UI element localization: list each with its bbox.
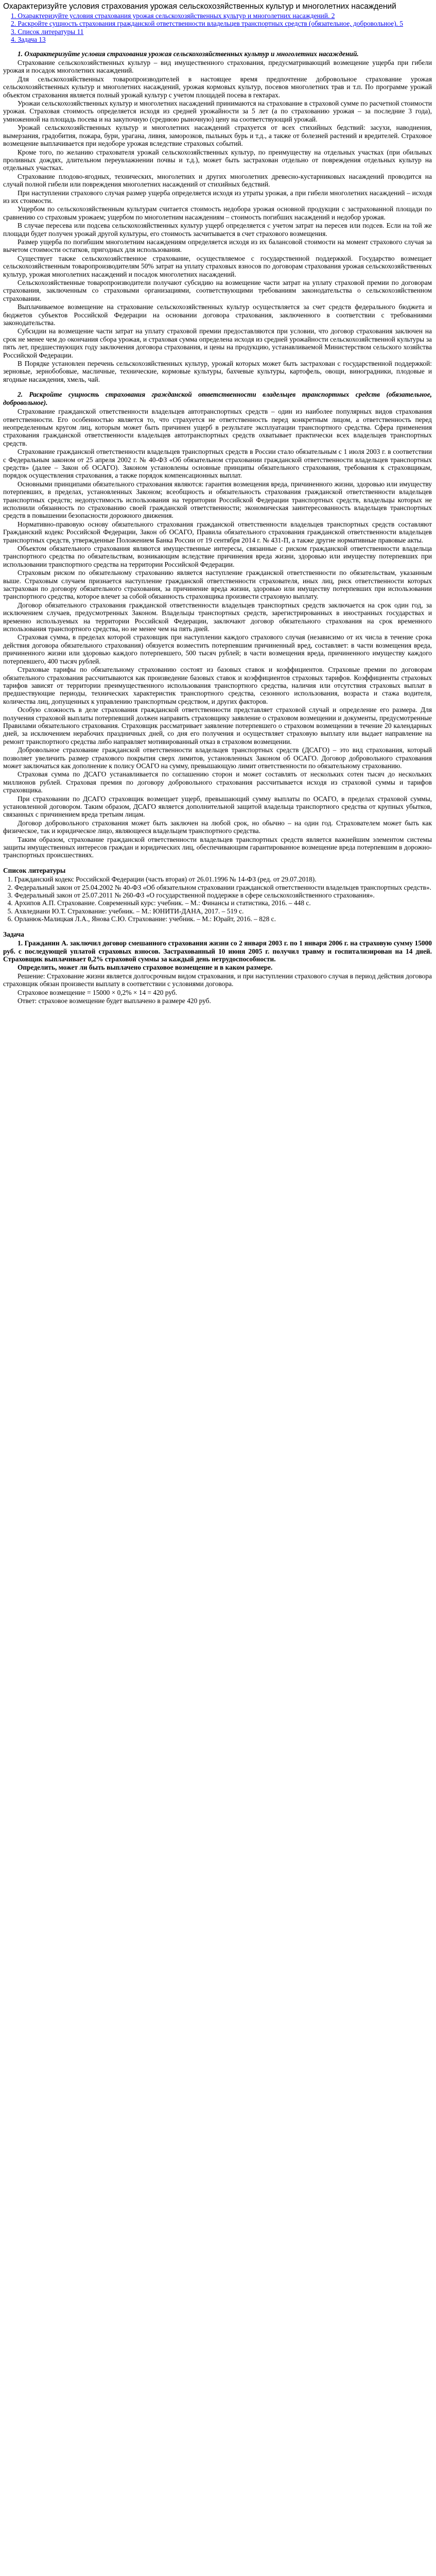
bibliography-list	[3, 875, 432, 923]
toc-link[interactable]: 2. Раскройте сущность страхования гражданской ответственности владельцев транспортных средств (обязательное, добровольное). 5	[11, 20, 404, 28]
paragraph: Выплачиваемое возмещение на страхование сельскохозяйственных культур осуществляется за счет средств федерального бюджета и бюджетов субъектов Российской Федерации на основании договора страхования, заключенного в соответствии с требованиями законодательства.	[3, 303, 432, 327]
paragraph: При страховании по ДСАГО страховщик возмещает ущерб, превышающий сумму выплаты по ОСАГО, в пределах страховой суммы, установленной договором. Таким образом, ДСАГО является дополнительной защитой владельца транспортного средства от крупных убытков, связанных с причинением вреда третьим лицам.	[3, 794, 432, 819]
paragraph: При наступлении страхового случая размер ущерба определяется исходя из утраты урожая, а при гибели многолетних насаждений – исходя из их стоимости.	[3, 189, 432, 205]
bibliography-item: 5. Ахвледиани Ю.Т. Страхование: учебник. – М.: ЮНИТИ-ДАНА, 2017. – 519 с.	[14, 907, 432, 915]
bibliography-title: Список литературы	[3, 866, 66, 874]
paragraph: Урожай сельскохозяйственных культур и многолетних насаждений страхуется от всех стихийных бедствий: засухи, наводнения, вымерзания, градобития, пожара, бури, урагана, ливня, заморозков, пыльных бурь и т.д., а также от болезней растений и вредителей. Страховое возмещение выплачивается при недоборе урожая вследствие страховых событий.	[3, 124, 432, 148]
paragraph: Договор обязательного страхования гражданской ответственности владельцев транспортных средств заключается на срок один год, за исключением случаев, предусмотренных Законом. Владельцы транспортных средств, зарегистрированных в иностранных государствах и временно используемых на территории Российской Федерации, заключают договор обязательного страхования на срок временного использования транспортного средства, но не менее чем на пять дней.	[3, 601, 432, 633]
toc-item[interactable]	[11, 36, 432, 43]
toc-item[interactable]	[11, 12, 432, 20]
paragraph: Договор добровольного страхования может быть заключен на любой срок, но обычно – на один год. Страхователем может быть как физическое, так и юридическое лицо, являющееся владельцем транспортного средства.	[3, 819, 432, 835]
document-page	[0, 0, 436, 1015]
bibliography-item: 4. Архипов А.П. Страхование. Современный курс: учебник. – М.: Финансы и статистика, 2016. – 448 с.	[14, 899, 432, 907]
table-of-contents	[3, 12, 432, 44]
paragraph: Особую сложность в деле страхования гражданской ответственности представляет страховой случай и определение его размера. Для получения страховой выплаты потерпевший должен направить страховщику заявление о страховом возмещении и документы, предусмотренные Правилами обязательного страхования. Страховщик рассматривает заявление потерпевшего о страховом возмещении в течение 20 календарных дней, за исключением нерабочих праздничных дней, со дня его получения и осуществляет страховую выплату или выдает направление на ремонт транспортного средства либо направляет мотивированный отказ в страховом возмещении.	[3, 706, 432, 745]
section-crop-insurance	[3, 50, 432, 384]
paragraph: Страховая сумма, в пределах которой страховщик при наступлении каждого страхового случая (независимо от их числа в течение срока действия договора обязательного страхования) обязуется возместить потерпевшим причиненный вред, составляет: в части возмещения вреда, причиненного жизни или здоровью каждого потерпевшего, 500 тысяч рублей; в части возмещения вреда, причиненного имуществу каждого потерпевшего, 400 тысяч рублей.	[3, 633, 432, 665]
bibliography-item: 3. Федеральный закон от 25.07.2011 № 260-ФЗ «О государственной поддержке в сфере сельскохозяйственного страхования».	[14, 891, 432, 899]
paragraph: Ущербом по сельскохозяйственным культурам считается стоимость недобора урожая основной продукции с застрахованной площади по сравнению со страховым урожаем; ущербом по многолетним насаждениям – стоимость погибших насаждений и недобор урожая.	[3, 205, 432, 221]
paragraph: Страхование гражданской ответственности владельцев транспортных средств в России стало обязательным с 1 июля 2003 г. в соответствии с Федеральным законом от 25 апреля 2002 г. № 40-ФЗ «Об обязательном страховании гражданской ответственности владельцев транспортных средств» (далее – Закон об ОСАГО). Законом установлены основные принципы обязательного страхования, требования к страховщикам, порядок осуществления страхования, а также порядок компенсационных выплат.	[3, 448, 432, 480]
paragraph: Объектом обязательного страхования являются имущественные интересы, связанные с риском гражданской ответственности владельца транспортного средства по обязательствам, возникающим вследствие причинения вреда жизни, здоровью или имуществу потерпевших при использовании транспортного средства на территории Российской Федерации.	[3, 545, 432, 568]
paragraph: Страховые тарифы по обязательному страхованию состоят из базовых ставок и коэффициентов. Страховые премии по договорам обязательного страхования рассчитываются как произведение базовых ставок и коэффициентов страховых тарифов. Коэффициенты страховых тарифов зависят от территории преимущественного использования транспортного средства, наличия или отсутствия страховых выплат в предшествующие периоды, технических характеристик транспортного средства, сезонного использования, возраста и стажа водителя, количества лиц, допущенных к управлению транспортным средством, и других факторов.	[3, 666, 432, 705]
section-liability-insurance	[3, 391, 432, 859]
paragraph: В Порядке установлен перечень сельскохозяйственных культур, урожай которых может быть застрахован с государственной поддержкой: зерновые, зернобобовые, масличные, технические, кормовые культуры, бахчевые культуры, картофель, овощи, виноградники, плодовые и ягодные насаждения, хмель, чай.	[3, 360, 432, 383]
section-task	[3, 930, 432, 1005]
toc-item[interactable]	[11, 28, 432, 36]
section-bibliography	[3, 867, 432, 923]
section-title: 2. Раскройте сущность страхования гражданской ответственности владельцев транспортных средств (обязательное, добровольное).	[3, 391, 432, 406]
paragraph: Страхование сельскохозяйственных культур – вид имущественного страхования, предусматривающий возмещение ущерба при гибели урожая и посадок многолетних насаждений.	[3, 59, 432, 75]
paragraph: Урожаи сельскохозяйственных культур и многолетних насаждений принимаются на страхование в страховой сумме по расчетной стоимости урожая. Страховая стоимость определяется исходя из средней урожайности за 5 лет (а по страхованию урожая – за последние 3 года), умноженной на площадь посева и на закупочную (среднюю рыночную) цену на соответствующий урожай.	[3, 99, 432, 123]
paragraph: Сельскохозяйственные товаропроизводители получают субсидию на возмещение части затрат на уплату страховой премии по договорам страхования, заключенным со страховыми организациями, соответствующими требованиям законодательства о сельскохозяйственном страховании.	[3, 279, 432, 302]
task-statement: 1. Гражданин А. заключил договор смешанного страхования жизни со 2 января 2003 г. по 1 января 2006 г. на страховую сумму 15000 руб. с последующей уплатой страховых взносов. Застрахованный 10 июня 2005 г. получил травму и госпитализирован на 14 дней. Страховщик выплачивает 0,2% страховой суммы за каждый день нетрудоспособности.	[3, 939, 432, 963]
task-title: Задача	[3, 930, 24, 938]
paragraph: Кроме того, по желанию страхователя урожай сельскохозяйственных культур, по преимуществу на отдельных участках (при обильных проливных дождях, длительном переувлажнении почвы и т.д.), может быть застрахован отдельно от повреждения отдельных культур на отдельных участках.	[3, 148, 432, 172]
bibliography-item: 2. Федеральный закон от 25.04.2002 № 40-ФЗ «Об обязательном страховании гражданской ответственности владельцев транспортных средств».	[14, 884, 432, 891]
paragraph: Страхование гражданской ответственности владельцев автотранспортных средств – один из наиболее популярных видов страхования ответственности. Его особенностью является то, что страхуется не ответственность перед конкретным лицом, а ответственность перед неопределенным кругом лиц, которым может быть причинен ущерб в результате эксплуатации транспортного средства. Сфера применения страхования гражданской ответственности владельцев автотранспортных средств охватывает практически всех владельцев транспортных средств.	[3, 408, 432, 447]
bibliography-item: 1. Гражданский кодекс Российской Федерации (часть вторая) от 26.01.1996 № 14-ФЗ (ред. от 29.07.2018).	[14, 875, 432, 883]
task-question: Определить, может ли быть выплачено страховое возмещение и в каком размере.	[18, 963, 273, 972]
paragraph: Существует также сельскохозяйственное страхование, осуществляемое с государственной поддержкой. Государство возмещает сельскохозяйственным товаропроизводителям 50% затрат на уплату страховых взносов по договорам страхования урожая сельскохозяйственных культур, урожая многолетних насаждений и посадок многолетних насаждений.	[3, 254, 432, 278]
document-title: Охарактеризуйте условия страхования урожая сельскохозяйственных культур и многолетних насаждений	[3, 2, 396, 11]
toc-link[interactable]: 3. Список литературы 11	[11, 27, 84, 36]
paragraph: В случае пересева или подсева сельскохозяйственных культур ущерб определяется с учетом затрат на пересев или подсев. Если на той же площади будет получен урожай другой культуры, его стоимость засчитывается в счет страхового возмещения.	[3, 222, 432, 238]
bibliography-item: 6. Орланюк-Малицкая Л.А., Янова С.Ю. Страхование: учебник. – М.: Юрайт, 2016. – 828 с.	[14, 915, 432, 923]
paragraph: Страхование плодово-ягодных, технических, многолетних и других многолетних древесно-кустарниковых насаждений проводится на случай полной гибели или повреждения многолетних насаждений от стихийных бедствий.	[3, 172, 432, 189]
paragraph: Таким образом, страхование гражданской ответственности владельцев транспортных средств является важнейшим элементом системы защиты имущественных интересов граждан и юридических лиц, обеспечивающим гарантированное возмещение вреда потерпевшим в дорожно-транспортных происшествиях.	[3, 835, 432, 859]
paragraph: Страховым риском по обязательному страхованию является наступление гражданской ответственности по обязательствам, указанным выше. Страховым случаем признается наступление гражданской ответственности страхователя, иных лиц, риск ответственности которых застрахован по договору обязательного страхования, за причинение вреда жизни, здоровью или имуществу потерпевших при использовании транспортного средства, которое влечет за собой обязанность страховщика произвести страховую выплату.	[3, 569, 432, 601]
toc-link[interactable]: 1. Охарактеризуйте условия страхования урожая сельскохозяйственных культур и многолетних насаждений. 2	[11, 12, 335, 20]
section-title: 1. Охарактеризуйте условия страхования урожая сельскохозяйственных культур и многолетних насаждений.	[18, 49, 359, 58]
toc-link[interactable]: 4. Задача 13	[11, 36, 46, 44]
paragraph: Субсидии на возмещение части затрат на уплату страховой премии предоставляются при условии, что договор страхования заключен на срок не менее чем до окончания сбора урожая, и страховая сумма определена исходя из средней урожайности сельскохозяйственной культуры за пять лет, предшествующих году заключения договора страхования, и цены на продукцию, устанавливаемой Министерством сельского хозяйства Российской Федерации.	[3, 327, 432, 359]
task-formula: Страховое возмещение = 15000 × 0,2% × 14 = 420 руб.	[18, 988, 178, 996]
paragraph: Для сельскохозяйственных товаропроизводителей в настоящее время предпочтение добровольное страхование урожая сельскохозяйственных культур и многолетних насаждений, урожая кормовых культур, посевов многолетних трав и т.п. По программе урожай объектом страхования является полный урожай культур с учетом площадей посева в гектарах.	[3, 75, 432, 99]
paragraph: Страховая сумма по ДСАГО устанавливается по соглашению сторон и может составлять от нескольких сотен тысяч до нескольких миллионов рублей. Страховая премия по договору добровольного страхования рассчитывается исходя из страховой суммы и тарифов страховщика.	[3, 770, 432, 794]
toc-item[interactable]	[11, 20, 432, 27]
paragraph: Основными принципами обязательного страхования являются: гарантия возмещения вреда, причиненного жизни, здоровью или имуществу потерпевших, в пределах, установленных Законом; всеобщность и обязательность страхования гражданской ответственности владельцев транспортных средств; недопустимость использования на территории Российской Федерации транспортных средств, владельцы которых не исполнили обязанность по страхованию своей гражданской ответственности; экономическая заинтересованность владельцев транспортных средств в повышении безопасности дорожного движения.	[3, 480, 432, 520]
paragraph: Нормативно-правовую основу обязательного страхования гражданской ответственности владельцев транспортных средств составляют Гражданский кодекс Российской Федерации, Закон об ОСАГО, Правила обязательного страхования гражданской ответственности владельцев транспортных средств, утвержденные Положением Банка России от 19 сентября 2014 г. № 431-П, а также другие нормативные правовые акты.	[3, 520, 432, 544]
paragraph: Добровольное страхование гражданской ответственности владельцев транспортных средств (ДСАГО) – это вид страхования, который позволяет увеличить размер страхового покрытия сверх лимитов, установленных Законом об ОСАГО. Договор добровольного страхования может заключаться как дополнение к полису ОСАГО на сумму, превышающую лимит ответственности по обязательному страхованию.	[3, 746, 432, 770]
task-answer: Ответ: страховое возмещение будет выплачено в размере 420 руб.	[18, 996, 211, 1005]
task-solution: Решение: Страхование жизни является долгосрочным видом страхования, и при наступлении страхового случая в период действия договора страховщик обязан произвести выплату в соответствии с условиями договора.	[3, 972, 432, 988]
paragraph: Размер ущерба по погибшим многолетним насаждениям определяется исходя из их балансовой стоимости на момент страхового случая за вычетом стоимости остатков, пригодных для использования.	[3, 238, 432, 254]
